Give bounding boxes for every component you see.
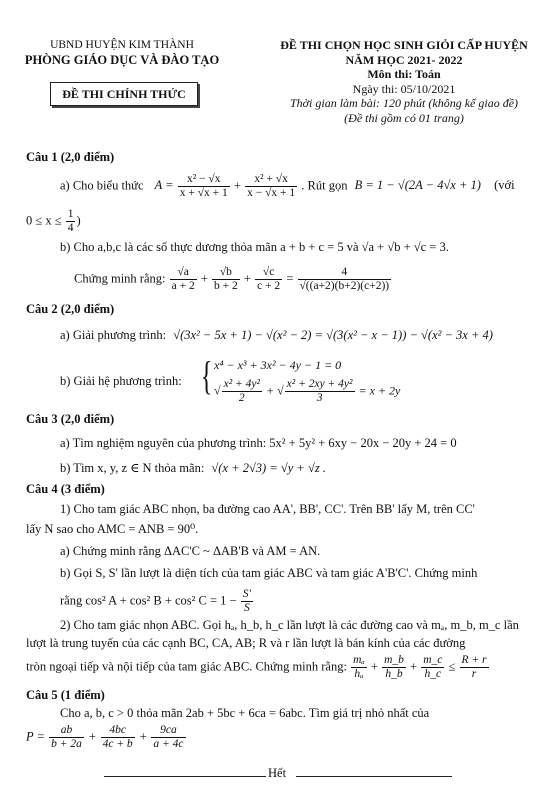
question-1a-condition: 0 ≤ x ≤ $\frac{1}{4}$ ): [26, 208, 81, 234]
footer-line-left: [104, 776, 266, 777]
question-5-line1: Cho a, b, c > 0 thỏa mãn 2ab + 5bc + 6ca = 6abc. Tìm giá trị nhỏ nhất của: [60, 706, 430, 720]
header-left: [22, 38, 222, 68]
district-name: UBND HUYỆN KIM THÀNH: [50, 39, 194, 51]
official-exam-label: ĐỀ THI CHÍNH THỨC: [50, 82, 198, 106]
question-2-title: Câu 2 (2,0 điểm): [26, 302, 115, 316]
question-1b-prove: Chứng minh rằng: $\frac{√a}{a + 2}$ + $\frac{√b}{b + 2}$ + $\frac{√c}{c + 2}$ = $\frac{4}{√((a+2)(b+2)(c+2))}$: [74, 266, 390, 292]
question-3b: b) Tìm x, y, z ∈ N thỏa mãn: √(x + 2√3) = √y + √z .: [60, 461, 326, 475]
q1a-end: (với: [494, 178, 515, 193]
question-1-title: Câu 1 (2,0 điểm): [26, 150, 115, 164]
question-4-part2-line2: lượt là trung tuyến của các cạnh BC, CA, AB; R và r lần lượt là bán kính của các đường: [26, 636, 466, 650]
question-4-part1-line2: lấy N sao cho AMC = ANB = 90⁰.: [26, 522, 199, 536]
school-year: NĂM HỌC 2021- 2022: [345, 52, 463, 67]
system-equation-1: x⁴ − x³ + 3x² − 4y − 1 = 0: [214, 358, 342, 372]
question-4-title: Câu 4 (3 điểm): [26, 482, 105, 496]
exam-date: Ngày thi: 05/10/2021: [352, 81, 456, 96]
q1a-cond-frac: $\frac{1}{4}$: [67, 208, 74, 234]
q2a-lead: a) Giải phương trình:: [60, 328, 167, 342]
question-5-expression: P = $\frac{ab}{b + 2a}$ + $\frac{4bc}{4c + b}$ + $\frac{9ca}{a + 4c}$: [26, 724, 184, 750]
q3b-lead: b) Tìm x, y, z ∈ N thỏa mãn:: [60, 461, 205, 475]
end-marker: Hết: [268, 766, 287, 780]
question-4-part2-line3: tròn ngoại tiếp và nội tiếp của tam giác ABC. Chứng minh rằng: $\frac{\text{mₐ}}{\text{hₐ}}$ + $\frac{m\_b}{h\_b}$ + $\frac{m\_c}{h\_c}$ ≤ $\frac{R + r}{r}$: [26, 654, 487, 680]
q4b-lead: rằng cos² A + cos² B + cos² C = 1 −: [60, 593, 237, 608]
question-3-title: Câu 3 (2,0 điểm): [26, 412, 115, 426]
q1a-lead: a) Cho biểu thức: [60, 178, 144, 193]
question-5-title: Câu 5 (1 điểm): [26, 688, 105, 702]
header-right: [262, 38, 546, 125]
q1a-cond-text: 0 ≤ x ≤: [26, 213, 62, 228]
question-1b: b) Cho a,b,c là các số thực dương thỏa mãn a + b + c = 5 và √a + √b + √c = 3.: [60, 240, 449, 254]
q1a-frac1: $\frac{\text{x² − √x}}{x + √x + 1}$: [179, 173, 228, 199]
question-2b: [60, 374, 182, 389]
question-4b-line2: rằng cos² A + cos² B + cos² C = 1 − $\frac{S'}{S}$: [60, 588, 251, 614]
system-equation-2: √ $\frac{\text{x² + 4y²}}{2}$ + √ $\frac{\text{x² + 2xy + 4y²}}{3}$ = x + 2y: [214, 378, 401, 404]
department-name: PHÒNG GIÁO DỤC VÀ ĐÀO TẠO: [24, 53, 220, 67]
subject: Môn thi: Toán: [367, 67, 441, 81]
question-4b-line1: b) Gọi S, S' lần lượt là diện tích của tam giác ABC và tam giác A'B'C'. Chứng minh: [60, 566, 478, 580]
exam-title: ĐỀ THI CHỌN HỌC SINH GIỎI CẤP HUYỆN: [280, 38, 528, 52]
question-3a: a) Tìm nghiệm nguyên của phương trình: 5x² + 5y² + 6xy − 20x − 20y + 24 = 0: [60, 436, 457, 450]
q4p2-lead: tròn ngoại tiếp và nội tiếp của tam giác ABC. Chứng minh rằng:: [26, 659, 347, 674]
question-1a: a) Cho biểu thức A = $\frac{\text{x² − √x}}{x + √x + 1}$ + $\frac{\text{x² + √x}}{x - √x + 1}$ . Rút gọn B = 1 − √(2A − 4√x + 1) (với: [60, 173, 515, 199]
q1a-frac2: $\frac{\text{x² + √x}}{x - √x + 1}$: [247, 173, 296, 199]
question-4-part1-line1: 1) Cho tam giác ABC nhọn, ba đường cao AA', BB', CC'. Trên BB' lấy M, trên CC': [60, 502, 475, 516]
page-count: (Đề thi gồm có 01 trang): [344, 110, 464, 125]
system-brace: {: [200, 353, 213, 398]
question-4a: a) Chứng minh rằng ΔAC'C ~ ΔAB'B và AM = AN.: [60, 544, 321, 558]
footer-line-right: [296, 776, 452, 777]
question-4-part2-line1: 2) Cho tam giác nhọn ABC. Gọi hₐ, h_b, h_c lần lượt là các đường cao và mₐ, m_b, m_c lần: [60, 618, 519, 632]
q2b-lead: b) Giải hệ phương trình:: [60, 374, 182, 388]
exam-duration: Thời gian làm bài: 120 phút (không kể giao đề): [289, 96, 519, 110]
q1a-mid: . Rút gọn: [301, 178, 348, 193]
q1b-prove-label: Chứng minh rằng:: [74, 271, 166, 286]
question-2a: a) Giải phương trình: √(3x² − 5x + 1) − √(x² − 2) = √(3(x² − x − 1)) − √(x² − 3x + 4): [60, 328, 493, 342]
